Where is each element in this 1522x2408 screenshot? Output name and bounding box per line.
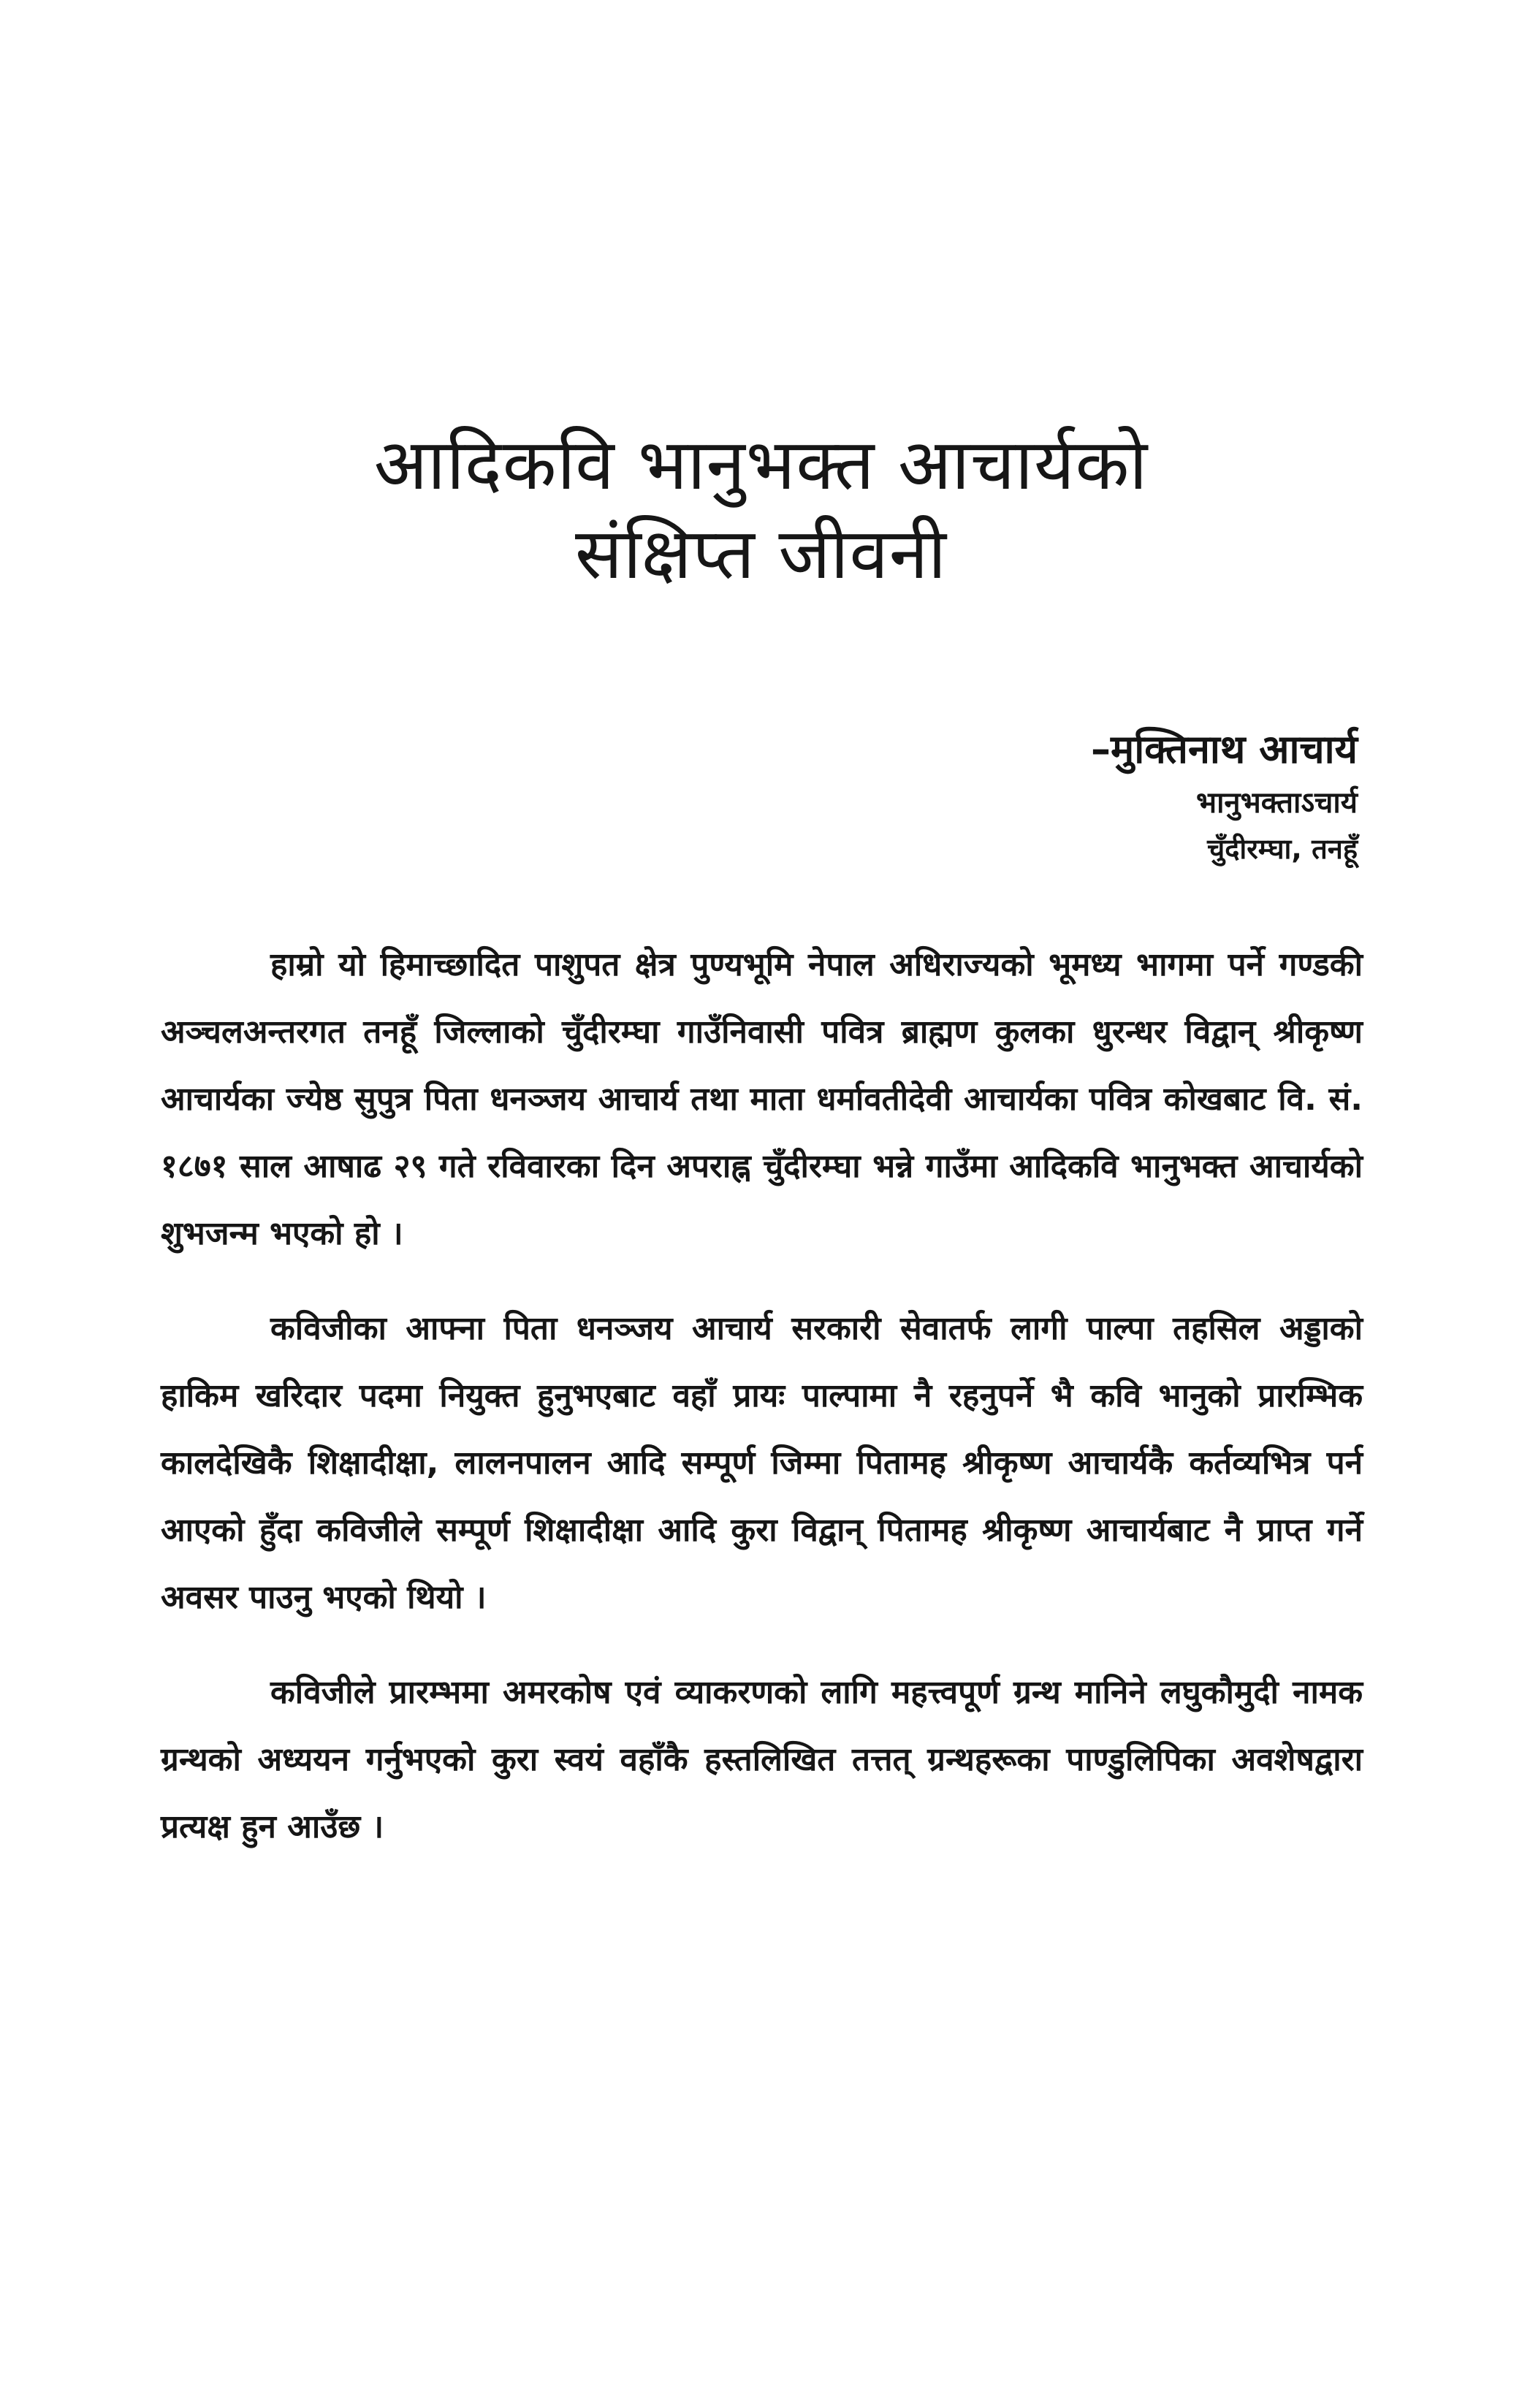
paragraph-2: कविजीका आफ्ना पिता धनञ्जय आचार्य सरकारी सेवातर्फ लागी पाल्पा तहसिल अड्डाको हाकिम खरिदार पदमा नियुक्त हुनुभएबाट वहाँ प्रायः पाल्पामा नै रहनुपर्ने भै कवि भानुको प्रारम्भिक कालदेखिकै शिक्षादीक्षा, लालनपालन आदि सम्पूर्ण जिम्मा पितामह श्रीकृष्ण आचार्यकै कर्तव्यभित्र पर्न आएको हुँदा कविजीले सम्पूर्ण शिक्षादीक्षा आदि कुरा विद्वान् पितामह श्रीकृष्ण आचार्यबाट नै प्राप्त गर्ने अवसर पाउनु भएको थियो । <box>161 1310 1363 1616</box>
author-byline <box>773 720 1358 872</box>
title-line-1: आदिकवि भानुभक्त आचार्यको <box>373 424 1149 506</box>
author-place: चुँदीरम्घा, तनहूँ <box>1207 833 1358 865</box>
page-title <box>0 420 1522 598</box>
title-line-2: संक्षिप्त जीवनी <box>574 513 947 595</box>
paragraph-3: कविजीले प्रारम्भमा अमरकोष एवं व्याकरणको लागि महत्त्वपूर्ण ग्रन्थ मानिने लघुकौमुदी नामक ग्रन्थको अध्ययन गर्नुभएको कुरा स्वयं वहाँकै हस्तलिखित तत्तत् ग्रन्थहरूका पाण्डुलिपिका अवशेषद्वारा प्रत्यक्ष हुन आउँछ । <box>161 1674 1363 1845</box>
author-name: –मुक्तिनाथ आचार्य <box>1090 726 1358 772</box>
body-text <box>161 931 1363 1889</box>
paragraph-1: हाम्रो यो हिमाच्छादित पाशुपत क्षेत्र पुण्यभूमि नेपाल अधिराज्यको भूमध्य भागमा पर्ने गण्डकी अञ्चलअन्तरगत तनहूँ जिल्लाको चुँदीरम्घा गाउँनिवासी पवित्र ब्राह्मण कुलका धुरन्धर विद्वान् श्रीकृष्ण आचार्यका ज्येष्ठ सुपुत्र पिता धनञ्जय आचार्य तथा माता धर्मावतीदेवी आचार्यका पवित्र कोखबाट वि. सं. १८७१ साल आषाढ २९ गते रविवारका दिन अपराह्न चुँदीरम्घा भन्ने गाउँमा आदिकवि भानुभक्त आचार्यको शुभजन्म भएको हो । <box>161 946 1363 1252</box>
author-organization: भानुभक्ताऽचार्य <box>1195 786 1358 820</box>
